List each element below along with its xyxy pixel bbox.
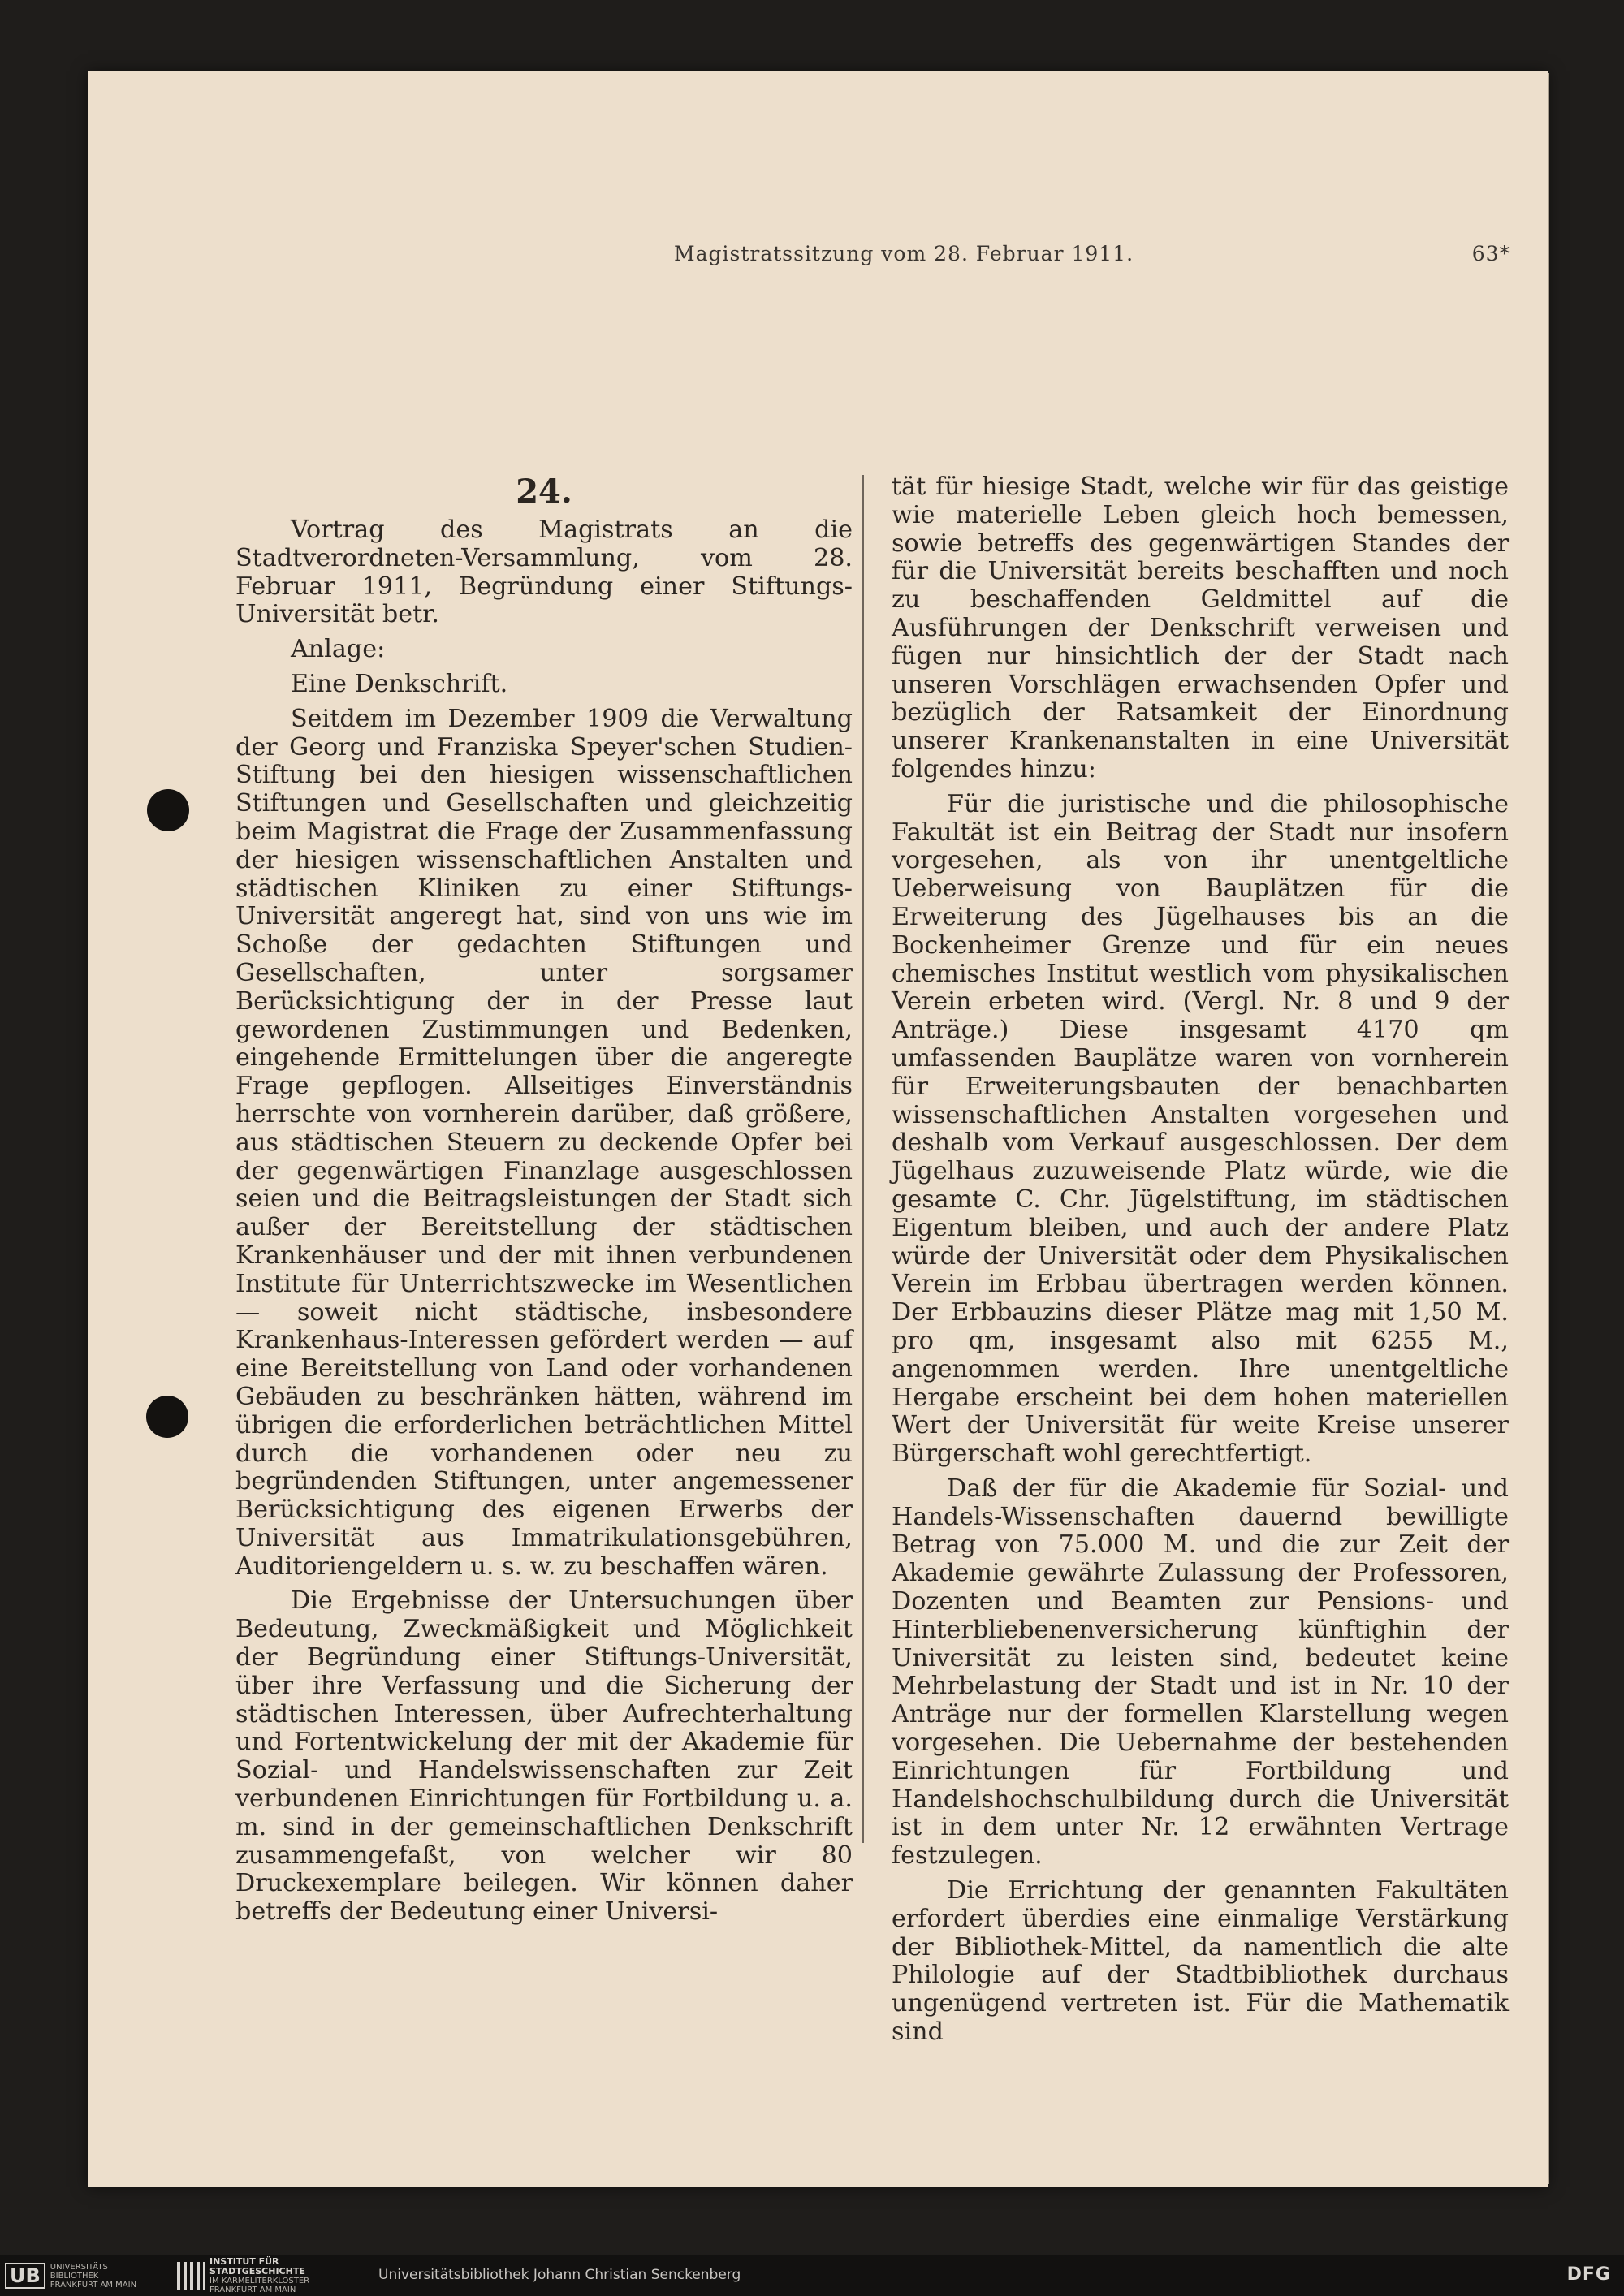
paragraph: Die Errichtung der genannten Fakultäten erfordert überdies eine einmalige Verstärkung der Bibliothek-Mittel, da namentlich die alte Philologie auf der Stadtbibliothek durchaus ungenügend vertreten ist. Für die Mathematik sind [892, 1876, 1509, 2047]
viewer-footer-bar [0, 2255, 1624, 2296]
isg-logo-icon [177, 2262, 205, 2290]
paragraph: Seitdem im Dezember 1909 die Verwaltung der Georg und Franziska Speyer'schen Studien-Stiftung bei den hiesigen wissenschaftlichen Stiftungen und Gesellschaften und gleichzeitig beim Magistrat die Frage der Zusammenfassung der hiesigen wissenschaftlichen Anstalten und städtischen Kliniken zu einer Stiftungs-Universität angeregt hat, sind von uns wie im Schoße der gedachten Stiftungen und Gesellschaften, unter sorgsamer Berücksichtigung der in der Presse laut gewordenen Zustimmungen und Bedenken, eingehende Ermittelungen über die angeregte Frage gepflogen. Allseitiges Einverständnis herrschte von vornherein darüber, daß größere, aus städtischen Steuern zu deckende Opfer bei der gegenwärtigen Finanzlage ausgeschlossen seien und die Beitragsleistungen der Stadt sich außer der Bereitstellung der städtischen Krankenhäuser und der mit ihnen verbundenen Institute für Unterrichtszwecke im Wesentlichen — soweit nicht städtische, insbesondere Krankenhaus-Interessen gefördert werden — auf eine Bereitstellung von Land oder vorhandenen Gebäuden zu beschränken hätten, während im übrigen die erforderlichen beträchtlichen Mittel durch die vorhandenen oder neu zu begründenden Stiftungen, unter angemessener Berücksichtigung des eigenen Erwerbs der Universität aus Immatrikulationsgebühren, Auditoriengeldern u. s. w. zu beschaffen wären. [235, 704, 853, 1581]
column-divider [862, 475, 864, 1843]
document-heading: Vortrag des Magistrats an die Stadtverordneten-Versammlung, vom 28. Februar 1911, Begründung einer Stiftungs-Universität betr. [235, 516, 853, 629]
isg-logo-text-3: IM KARMELITERKLOSTER [209, 2277, 310, 2285]
paragraph: Die Ergebnisse der Untersuchungen über Bedeutung, Zweckmäßigkeit und Möglichkeit der Begründung einer Stiftungs-Universität, über ihre Verfassung und die Sicherung der städtischen Interessen, über Aufrechterhaltung und Fortentwickelung der mit der Akademie für Sozial- und Handelswissenschaften zur Zeit verbundenen Einrichtungen für Fortbildung u. a. m. sind in der gemeinschaftlichen Denkschrift zusammengefaßt, von welcher wir 80 Druckexemplare beilegen. Wir können daher betreffs der Bedeutung einer Universi- [235, 1586, 853, 1927]
ub-logo-text-2: BIBLIOTHEK [50, 2271, 99, 2281]
isg-logo-text-4: FRANKFURT AM MAIN [209, 2285, 296, 2294]
attachment-item: Eine Denkschrift. [291, 669, 508, 698]
attachment-label: Anlage: [291, 635, 386, 664]
page-number: 63* [1471, 242, 1510, 265]
punch-hole-top [147, 789, 189, 831]
dfg-logo[interactable]: DFG [1566, 2264, 1611, 2285]
isg-logo[interactable] [177, 2256, 310, 2294]
paragraph: Für die juristische und die philosophische Fakultät ist ein Beitrag der Stadt nur insofern vorgesehen, als von ihr unentgeltliche Ueberweisung von Bauplätzen für die Erweiterung des Jügelhauses bis an die Bockenheimer Grenze und für ein neues chemisches Institut westlich vom physikalischen Verein erbeten wird. (Vergl. Nr. 8 und 9 der Anträge.) Diese insgesamt 4170 qm umfassenden Bauplätze waren von vornherein für Erweiterungsbauten der benachbarten wissenschaftlichen Anstalten vorgesehen und deshalb vom Verkauf ausgeschlossen. Der dem Jügelhaus zuzuweisende Platz würde, wie die gesamte C. Chr. Jügelstiftung, im städtischen Eigentum bleiben, und auch der andere Platz würde der Universität oder dem Physikalischen Verein im Erbbau übertragen werden können. Der Erbbauzins dieser Plätze mag mit 1,50 M. pro qm, insgesamt also mit 6255 M., angenommen werden. Ihre unentgeltliche Hergabe erscheint bei dem hohen materiellen Wert der Universität für weite Kreise unserer Bürgerschaft wohl gerechtfertigt. [892, 789, 1509, 1469]
library-name: Universitätsbibliothek Johann Christian Senckenberg [378, 2267, 741, 2283]
header-title: Magistratssitzung vom 28. Februar 1911. [674, 242, 1134, 265]
isg-logo-text-1: INSTITUT FÜR [209, 2256, 279, 2267]
paragraph: Daß der für die Akademie für Sozial- und Handels-Wissenschaften dauernd bewilligte Betrag von 75.000 M. und die zur Zeit der Akademie gewährte Zulassung der Professoren, Dozenten und Beamten zur Pensions- und Hinterbliebenenversicherung künftighin der Universität zu leisten sind, bedeutet keine Mehrbelastung der Stadt und ist in Nr. 10 der Anträge nur der formellen Klarstellung wegen vorgesehen. Die Uebernahme der bestehenden Einrichtungen für Fortbildung und Handelshochschulbildung durch die Universität ist in dem unter Nr. 12 erwähnten Vertrage festzulegen. [892, 1474, 1509, 1871]
right-column [892, 473, 1509, 2047]
document-number: 24. [516, 473, 572, 511]
ub-logo-mark: UB [5, 2263, 45, 2289]
left-column [235, 471, 853, 1927]
isg-logo-text-2: STADTGESCHICHTE [209, 2266, 305, 2277]
ub-logo-text-1: UNIVERSITÄTS [50, 2262, 108, 2272]
ub-logo[interactable] [5, 2262, 136, 2290]
punch-hole-bottom [146, 1396, 188, 1438]
paragraph: tät für hiesige Stadt, welche wir für das geistige wie materielle Leben gleich hoch bemessen, sowie betreffs des gegenwärtigen Standes der für die Universität bereits beschafften und noch zu beschaffenden Geldmittel auf die Ausführungen der Denkschrift verweisen und fügen nur hinsichtlich der der Stadt nach unseren Vorschlägen erwachsenden Opfer und bezüglich der Ratsamkeit der Einordnung unserer Krankenanstalten in eine Universität folgendes hinzu: [892, 473, 1509, 783]
ub-logo-text-3: FRANKFURT AM MAIN [50, 2280, 137, 2290]
